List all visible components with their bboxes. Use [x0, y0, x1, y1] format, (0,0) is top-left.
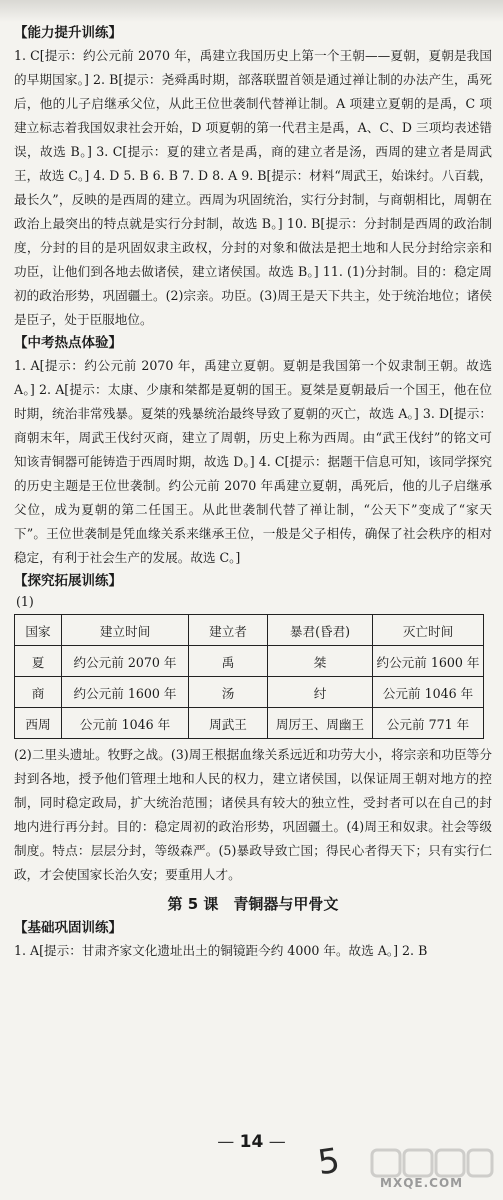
table-cell: 约公元前 1600 年 [62, 677, 189, 708]
table-header-cell: 暴君(昏君) [268, 615, 373, 646]
table-cell: 公元前 1046 年 [62, 708, 189, 739]
table-cell: 约公元前 2070 年 [62, 646, 189, 677]
table-row [15, 677, 484, 708]
table-cell: 公元前 1046 年 [373, 677, 484, 708]
dynasty-table [14, 614, 484, 739]
table-cell: 约公元前 1600 年 [373, 646, 484, 677]
table-header-cell: 建立者 [189, 615, 268, 646]
ability-section-answers: 1. C[提示：约公元前 2070 年，禹建立我国历史上第一个王朝——夏朝，夏朝是我国的早期国家。] 2. B[提示：尧舜禹时期，部落联盟首领是通过禅让制的办法产生，禹死后，他的儿子启继承父位，从此王位世袭制代替禅让制。A 项建立夏朝的是禹，C 项建立标志着我国奴隶社会开始，D 项夏朝的第一代君主是禹，A、C、D 三项均表述错误，故选 B。] 3. C[提示：夏的建立者是禹，商的建立者是汤，西周的建立者是周武王，故选 C。] 4. D 5. B 6. B 7. D 8. A 9. B[提示：材料“周武王，始诛纣。八百载，最长久”，反映的是西周的建立。西周为巩固统治，实行分封制，与商朝相比，周朝在政治上最突出的特点就是实行分封制，故选 B。] 10. B[提示：分封制是西周的政治制度，分封的目的是巩固奴隶主政权，分封的对象和做法是把土地和人民分封给宗亲和功臣，让他们到各地去做诸侯，建立诸侯国。故选 B。] 11. (1)分封制。目的：稳定周初的政治形势，巩固疆土。(2)宗亲。功臣。(3)周王是天下共主，处于统治地位；诸侯是臣子，处于臣服地位。 [14, 48, 492, 327]
explore-part-1-label: (1) [16, 594, 34, 609]
lesson-title: 第 5 课 青铜器与甲骨文 [167, 895, 339, 913]
exam-section-answers: 1. A[提示：约公元前 2070 年，禹建立夏朝。夏朝是我国第一个奴隶制王朝。故选 A。] 2. A[提示：太康、少康和桀都是夏朝的国王。夏桀是夏朝最后一个国王，他在位时期，统治非常残暴。夏桀的残暴统治最终导致了夏朝的灭亡，故选 A。] 3. D[提示：商朝末年，周武王伐纣灭商，建立了周朝，历史上称为西周。由“武王伐纣”的铭文可知该青铜器可能铸造于西周时期，故选 D。] 4. C[提示：据题干信息可知，该同学探究的历史主题是王位世袭制。约公元前 2070 年禹建立夏朝，禹死后，他的儿子启继承父位，成为夏朝的第二任国王。从此世袭制代替了禅让制，“公天下”变成了“家天下”。王位世袭制是凭血缘关系来继承王位，一般是父子相传，确保了社会秩序的相对稳定，有利于社会生产的发展。故选 C。] [14, 358, 492, 565]
exam-section-title: 【中考热点体验】 [14, 335, 122, 351]
scan-edge-shadow [0, 0, 503, 22]
table-cell: 禹 [189, 646, 268, 677]
basic-section-answers: 1. A[提示：甘肃齐家文化遗址出土的铜镜距今约 4000 年。故选 A。] 2. B [14, 943, 428, 958]
table-cell: 周厉王、周幽王 [268, 708, 373, 739]
table-header-row [15, 615, 484, 646]
explore-section-answers: (2)二里头遗址。牧野之战。(3)周王根据血缘关系远近和功劳大小，将宗亲和功臣等分封到各地，授予他们管理土地和人民的权力，建立诸侯国，以保证周王朝对地方的控制，同时稳定政局，扩大统治范围；诸侯具有较大的独立性，受封者可以在自己的封地内进行再分封。目的：稳定周初的政治形势，巩固疆土。(4)周王和奴隶。社会等级制度。特点：层层分封，等级森严。(5)暴政导致亡国；得民心者得天下；只有实行仁政，才会使国家长治久安；要重用人才。 [14, 747, 492, 882]
page-content [14, 22, 492, 963]
watermark-text: MXQE.COM [380, 1176, 464, 1190]
page-number-value: 14 [239, 1132, 264, 1152]
table-cell: 商 [15, 677, 62, 708]
table-cell: 纣 [268, 677, 373, 708]
table-header-cell: 灭亡时间 [373, 615, 484, 646]
table-header-cell: 建立时间 [62, 615, 189, 646]
ability-section-title: 【能力提升训练】 [14, 25, 122, 41]
table-cell: 周武王 [189, 708, 268, 739]
basic-section-title: 【基础巩固训练】 [14, 920, 122, 936]
page-number-dash-left: — [217, 1132, 240, 1152]
handwritten-mark: 5 [315, 1140, 343, 1184]
table-cell: 公元前 771 年 [373, 708, 484, 739]
table-header-cell: 国家 [15, 615, 62, 646]
table-cell: 汤 [189, 677, 268, 708]
table-row [15, 708, 484, 739]
table-cell: 西周 [15, 708, 62, 739]
table-cell: 桀 [268, 646, 373, 677]
table-cell: 夏 [15, 646, 62, 677]
explore-section-title: 【探究拓展训练】 [14, 573, 122, 589]
table-row [15, 646, 484, 677]
page-number-dash-right: — [263, 1132, 286, 1152]
